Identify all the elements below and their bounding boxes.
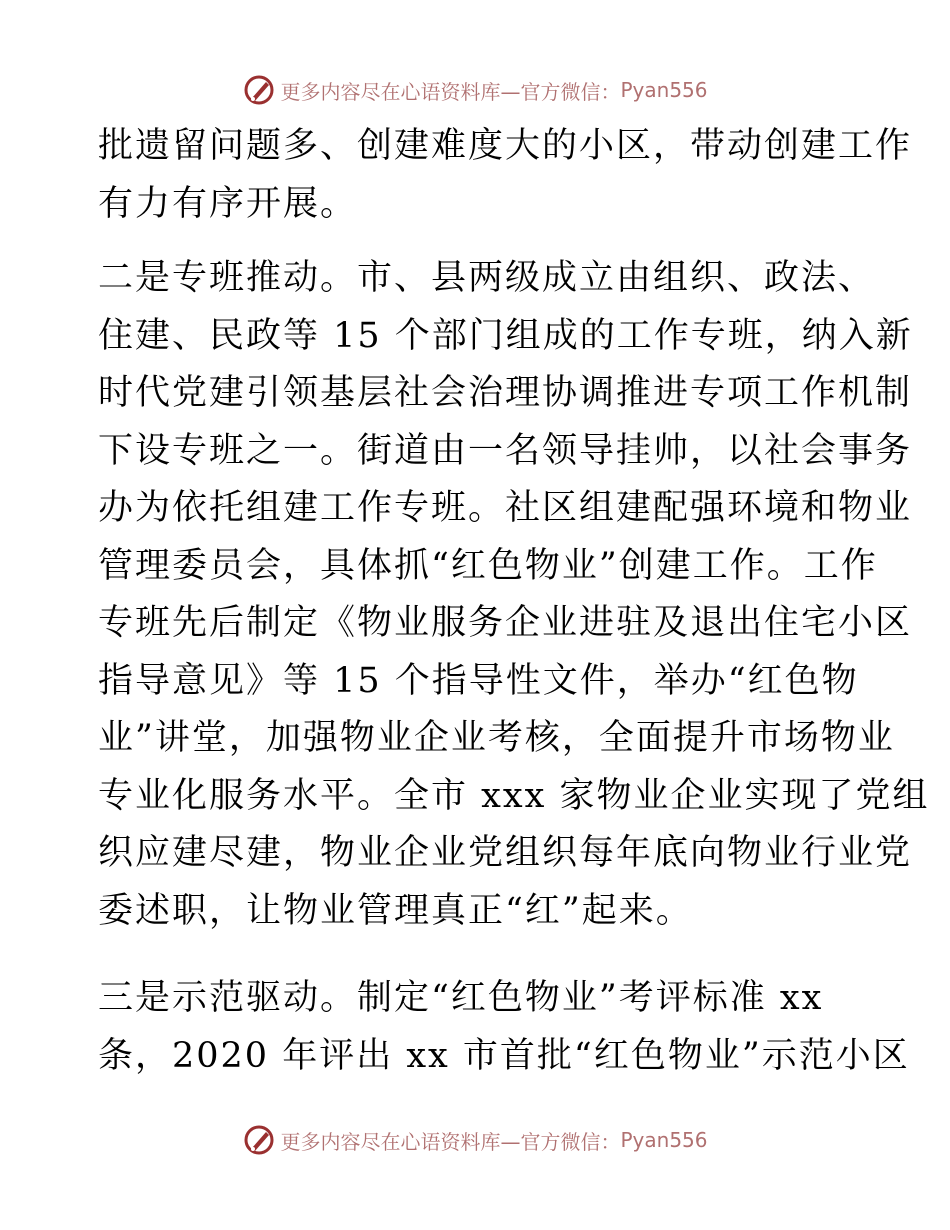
paragraph-2	[98, 250, 930, 940]
paragraph-3	[98, 970, 910, 1085]
text-line: 下设专班之一。街道由一名领导挂帅，以社会事务	[98, 430, 913, 471]
text-line: 住建、民政等 15 个部门组成的工作专班，纳入新	[98, 315, 913, 356]
banner-text: 更多内容尽在心语资料库—官方微信：	[280, 79, 621, 104]
header-watermark-banner	[0, 70, 950, 110]
pen-circle-logo-icon	[242, 1123, 276, 1157]
pen-circle-logo-icon	[242, 73, 276, 107]
text-line: 业”讲堂，加强物业企业考核，全面提升市场物业	[98, 718, 895, 758]
paragraph-1	[98, 118, 913, 233]
text-line: 二是专班推动。市、县两级成立由组织、政法、	[98, 258, 876, 298]
text-line: 管理委员会，具体抓“红色物业”创建工作。工作	[98, 545, 878, 586]
text-line: 时代党建引领基层社会治理协调推进专项工作机制	[98, 373, 913, 413]
banner-text: 更多内容尽在心语资料库—官方微信：	[280, 1129, 621, 1154]
text-line: 委述职，让物业管理真正“红”起来。	[98, 890, 693, 931]
text-line: 指导意见》等 15 个指导性文件，举办“红色物	[98, 660, 859, 701]
text-line: 织应建尽建，物业企业党组织每年底向物业行业党	[98, 833, 913, 873]
text-line: 办为依托组建工作专班。社区组建配强环境和物业	[98, 488, 913, 528]
footer-watermark-banner	[0, 1120, 950, 1160]
banner-wechat-id: Pyan556	[620, 78, 708, 102]
text-line: 条，2020 年评出 xx 市首批“红色物业”示范小区	[98, 1035, 910, 1076]
text-line: 专班先后制定《物业服务企业进驻及退出住宅小区	[98, 603, 913, 643]
text-line: 批遗留问题多、创建难度大的小区，带动创建工作	[98, 126, 913, 166]
banner-wechat-id: Pyan556	[620, 1128, 708, 1152]
text-line: 有力有序开展。	[98, 183, 358, 224]
text-line: 专业化服务水平。全市 xxx 家物业企业实现了党组	[98, 775, 930, 816]
text-line: 三是示范驱动。制定“红色物业”考评标准 xx	[98, 978, 824, 1018]
